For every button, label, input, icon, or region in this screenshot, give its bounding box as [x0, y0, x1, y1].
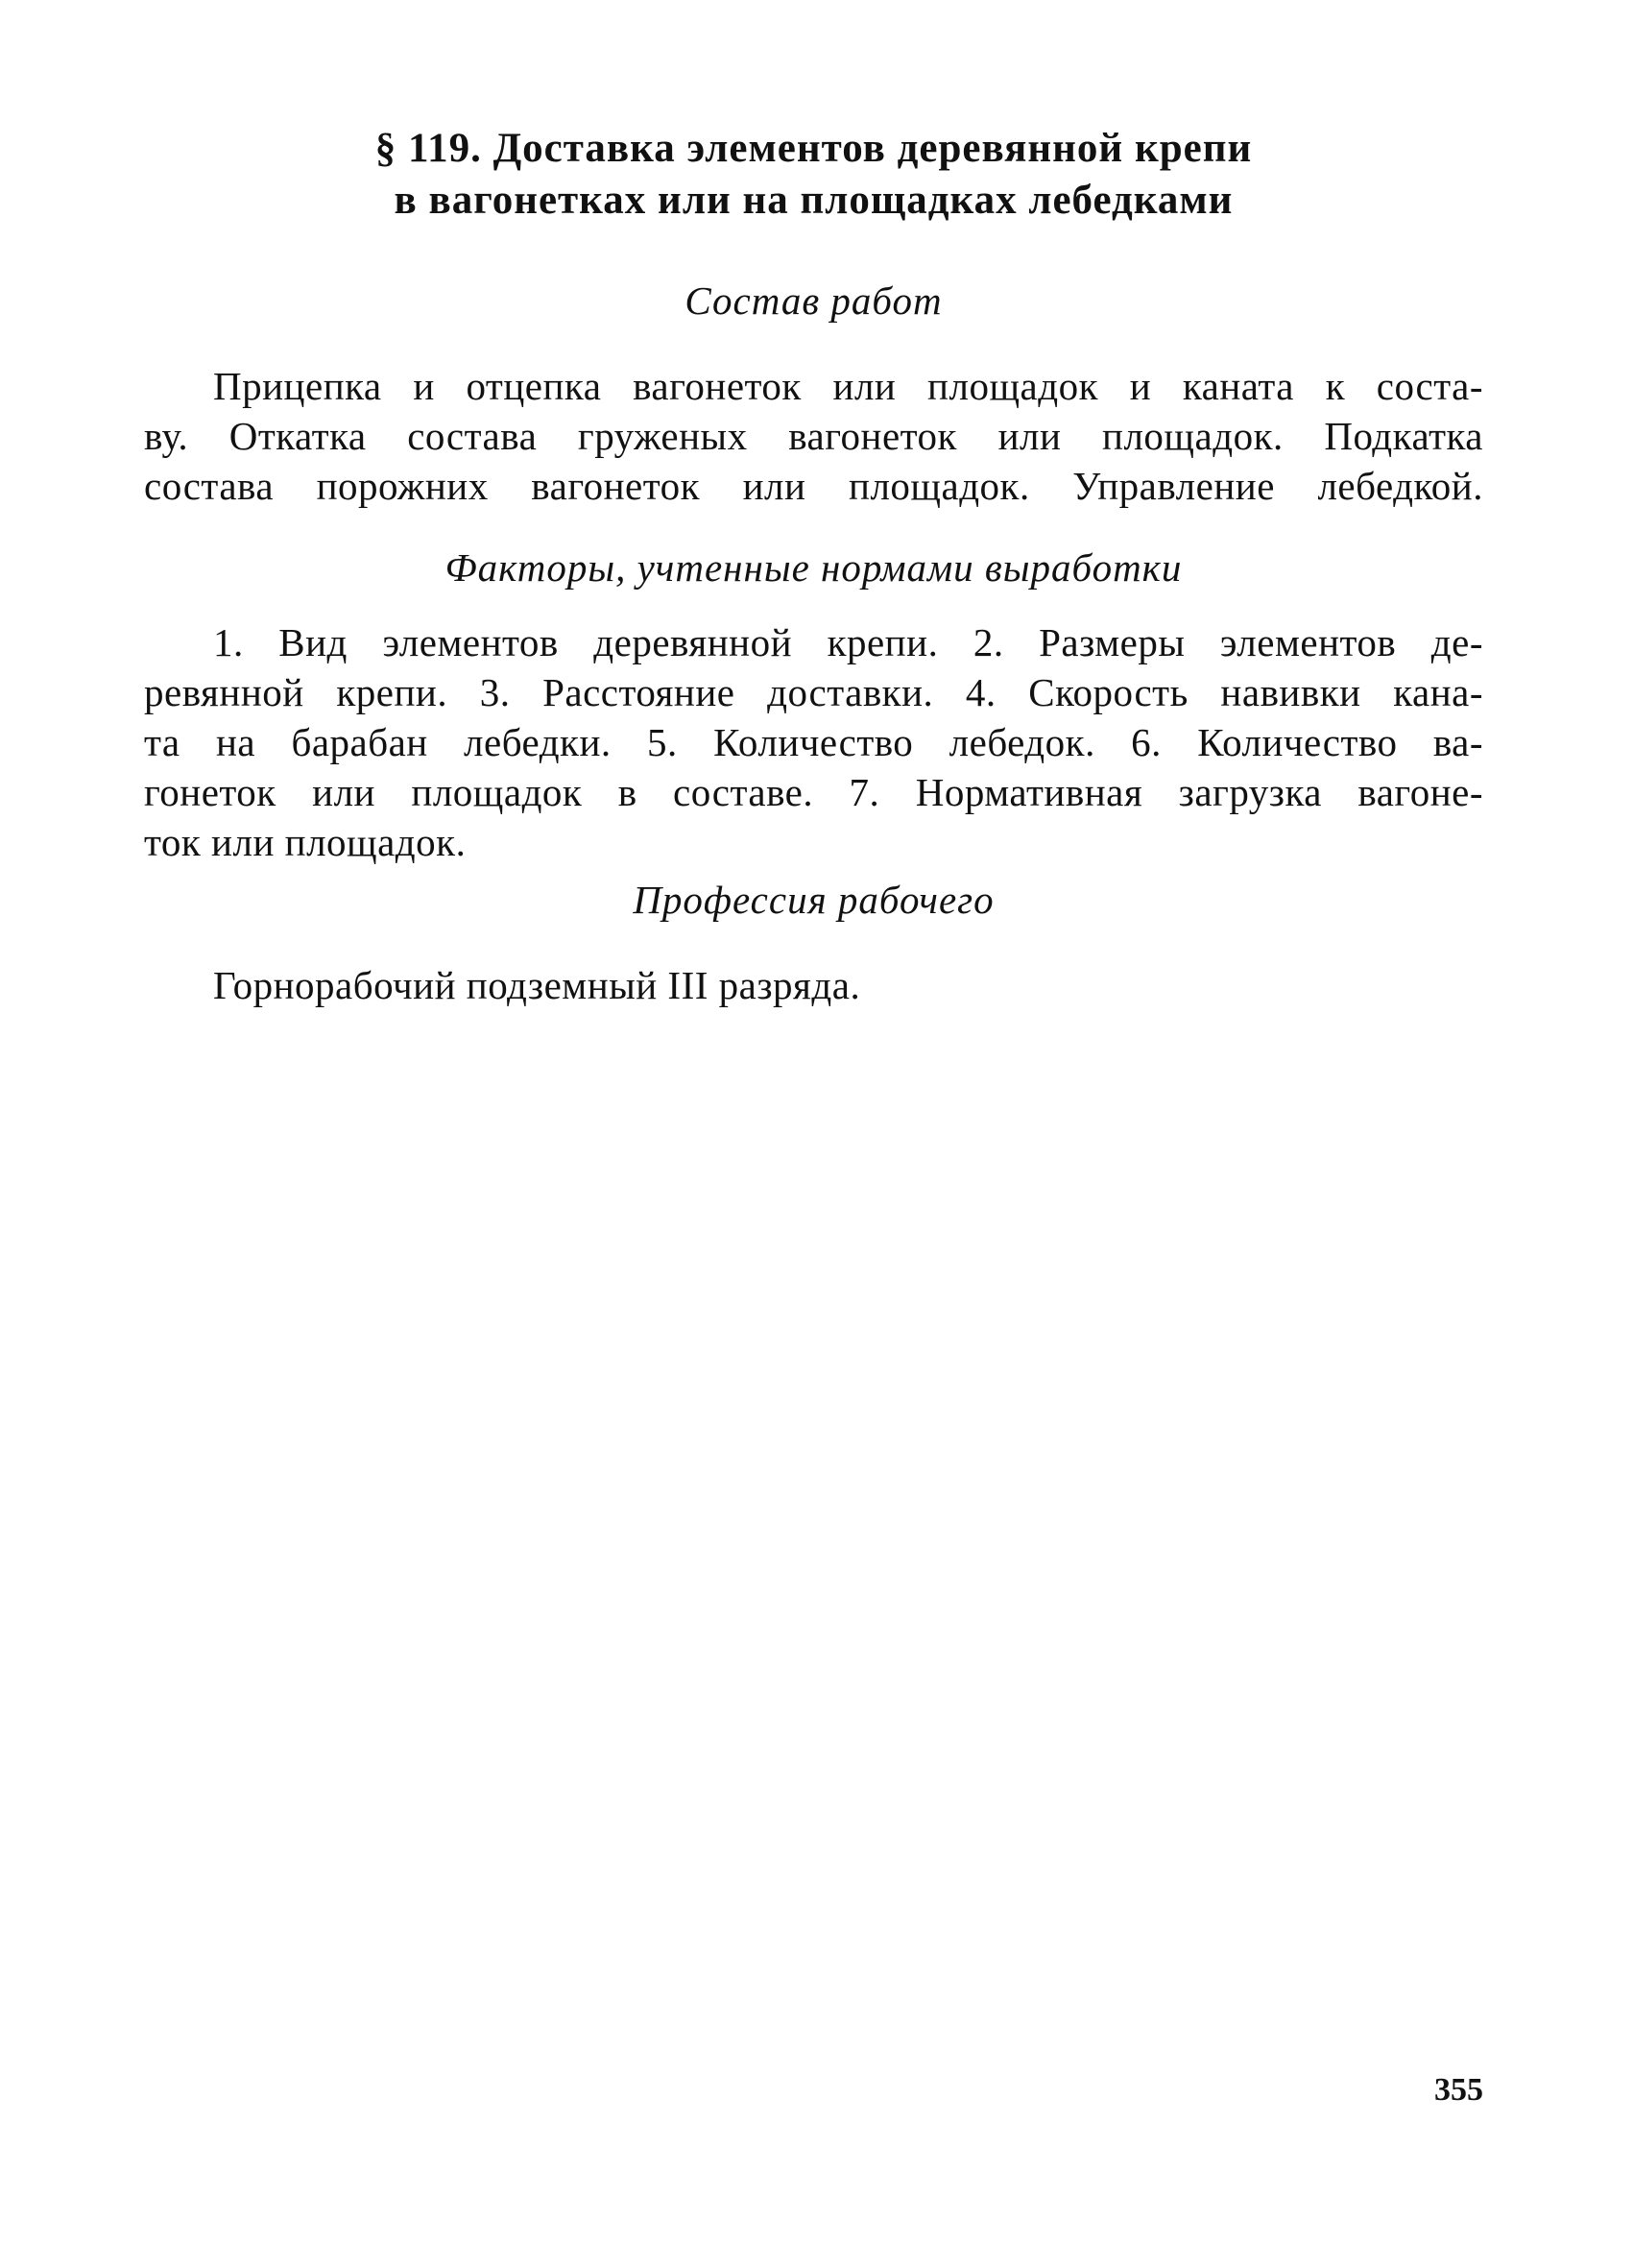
factors-paragraph [144, 617, 1483, 867]
paragraph-line: ревянной крепи. 3. Расстояние доставки. 4. Скорость навивки кана- [144, 670, 1483, 714]
paragraph-line: 1. Вид элементов деревянной крепи. 2. Размеры элементов де- [213, 620, 1483, 664]
factors-heading: Факторы, учтенные нормами выработки [444, 545, 1183, 590]
paragraph-line: Прицепка и отцепка вагонеток или площадок и каната к соста- [213, 364, 1483, 408]
section-title [144, 123, 1483, 227]
page-number: 355 [1434, 2072, 1483, 2108]
section-title-line-2: в вагонетках или на площадках лебедками [394, 178, 1234, 223]
profession-paragraph [144, 960, 1483, 1010]
section-title-line-1: § 119. Доставка элементов деревянной крепи [374, 126, 1253, 171]
paragraph-line: ток или площадок. [144, 820, 467, 864]
paragraph-line: состава порожних вагонеток или площадок. Управление лебедкой. [144, 464, 1483, 508]
composition-paragraph [144, 361, 1483, 511]
paragraph-line: та на барабан лебедки. 5. Количество лебедок. 6. Количество ва- [144, 720, 1483, 764]
paragraph-line: гонеток или площадок в составе. 7. Нормативная загрузка вагоне- [144, 770, 1483, 814]
paragraph-line: ву. Откатка состава груженых вагонеток или площадок. Подкатка [144, 414, 1483, 458]
composition-heading: Состав работ [684, 278, 943, 323]
paragraph-line: Горнорабочий подземный III разряда. [213, 963, 861, 1007]
profession-heading: Профессия рабочего [633, 878, 995, 922]
